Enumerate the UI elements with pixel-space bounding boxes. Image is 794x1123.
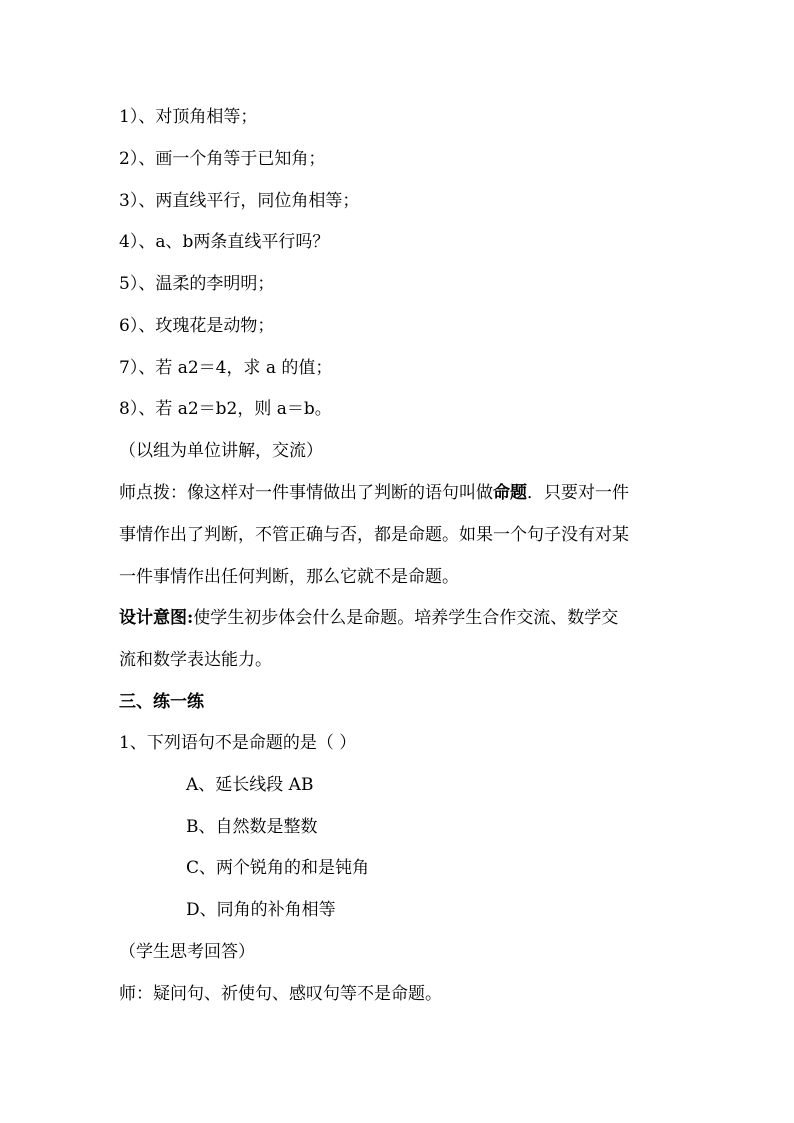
student-note: （学生思考回答）	[119, 942, 255, 962]
teacher-point-line-3: 一件事情作出任何判断，那么它就不是命题。	[119, 567, 459, 587]
option-b: B、自然数是整数	[186, 817, 318, 837]
design-intent-line-2: 流和数学表达能力。	[119, 650, 272, 670]
statement-4: 4）、a、b两条直线平行吗？	[119, 232, 330, 252]
statement-7: 7）、若 a2＝4，求 a 的值；	[119, 358, 333, 378]
term-proposition: 命题	[493, 483, 527, 503]
statement-5: 5）、温柔的李明明；	[119, 274, 275, 294]
section-heading: 三、练一练	[119, 692, 204, 712]
teacher-point-line-1	[119, 481, 629, 505]
teacher-point-rest: ．只要对一件	[527, 483, 629, 503]
option-a: A、延长线段 AB	[186, 775, 314, 795]
design-intent-label: 设计意图:	[119, 608, 194, 628]
statement-2: 2）、画一个角等于已知角；	[119, 149, 326, 169]
teacher-point-line-2: 事情作出了判断，不管正确与否，都是命题。如果一个句子没有对某	[119, 525, 629, 545]
teacher-point-prefix: 师点拨：像这样对一件事情做出了判断的语句叫做	[119, 483, 493, 503]
design-intent-text: 使学生初步体会什么是命题。培养学生合作交流、数学交	[193, 608, 619, 628]
statement-3: 3）、两直线平行，同位角相等；	[119, 191, 360, 211]
design-intent-line-1	[119, 606, 618, 630]
option-c: C、两个锐角的和是钝角	[186, 858, 370, 878]
teacher-summary: 师：疑问句、祈使句、感叹句等不是命题。	[119, 984, 442, 1004]
statement-8: 8）、若 a2＝b2，则 a＝b。	[119, 399, 332, 419]
group-note: （以组为单位讲解，交流）	[119, 441, 323, 461]
statement-6: 6）、玫瑰花是动物；	[119, 316, 275, 336]
exercise-question: 1、下列语句不是命题的是（ ）	[119, 733, 357, 753]
option-d: D、同角的补角相等	[186, 900, 336, 920]
statement-1: 1）、对顶角相等；	[119, 107, 258, 127]
